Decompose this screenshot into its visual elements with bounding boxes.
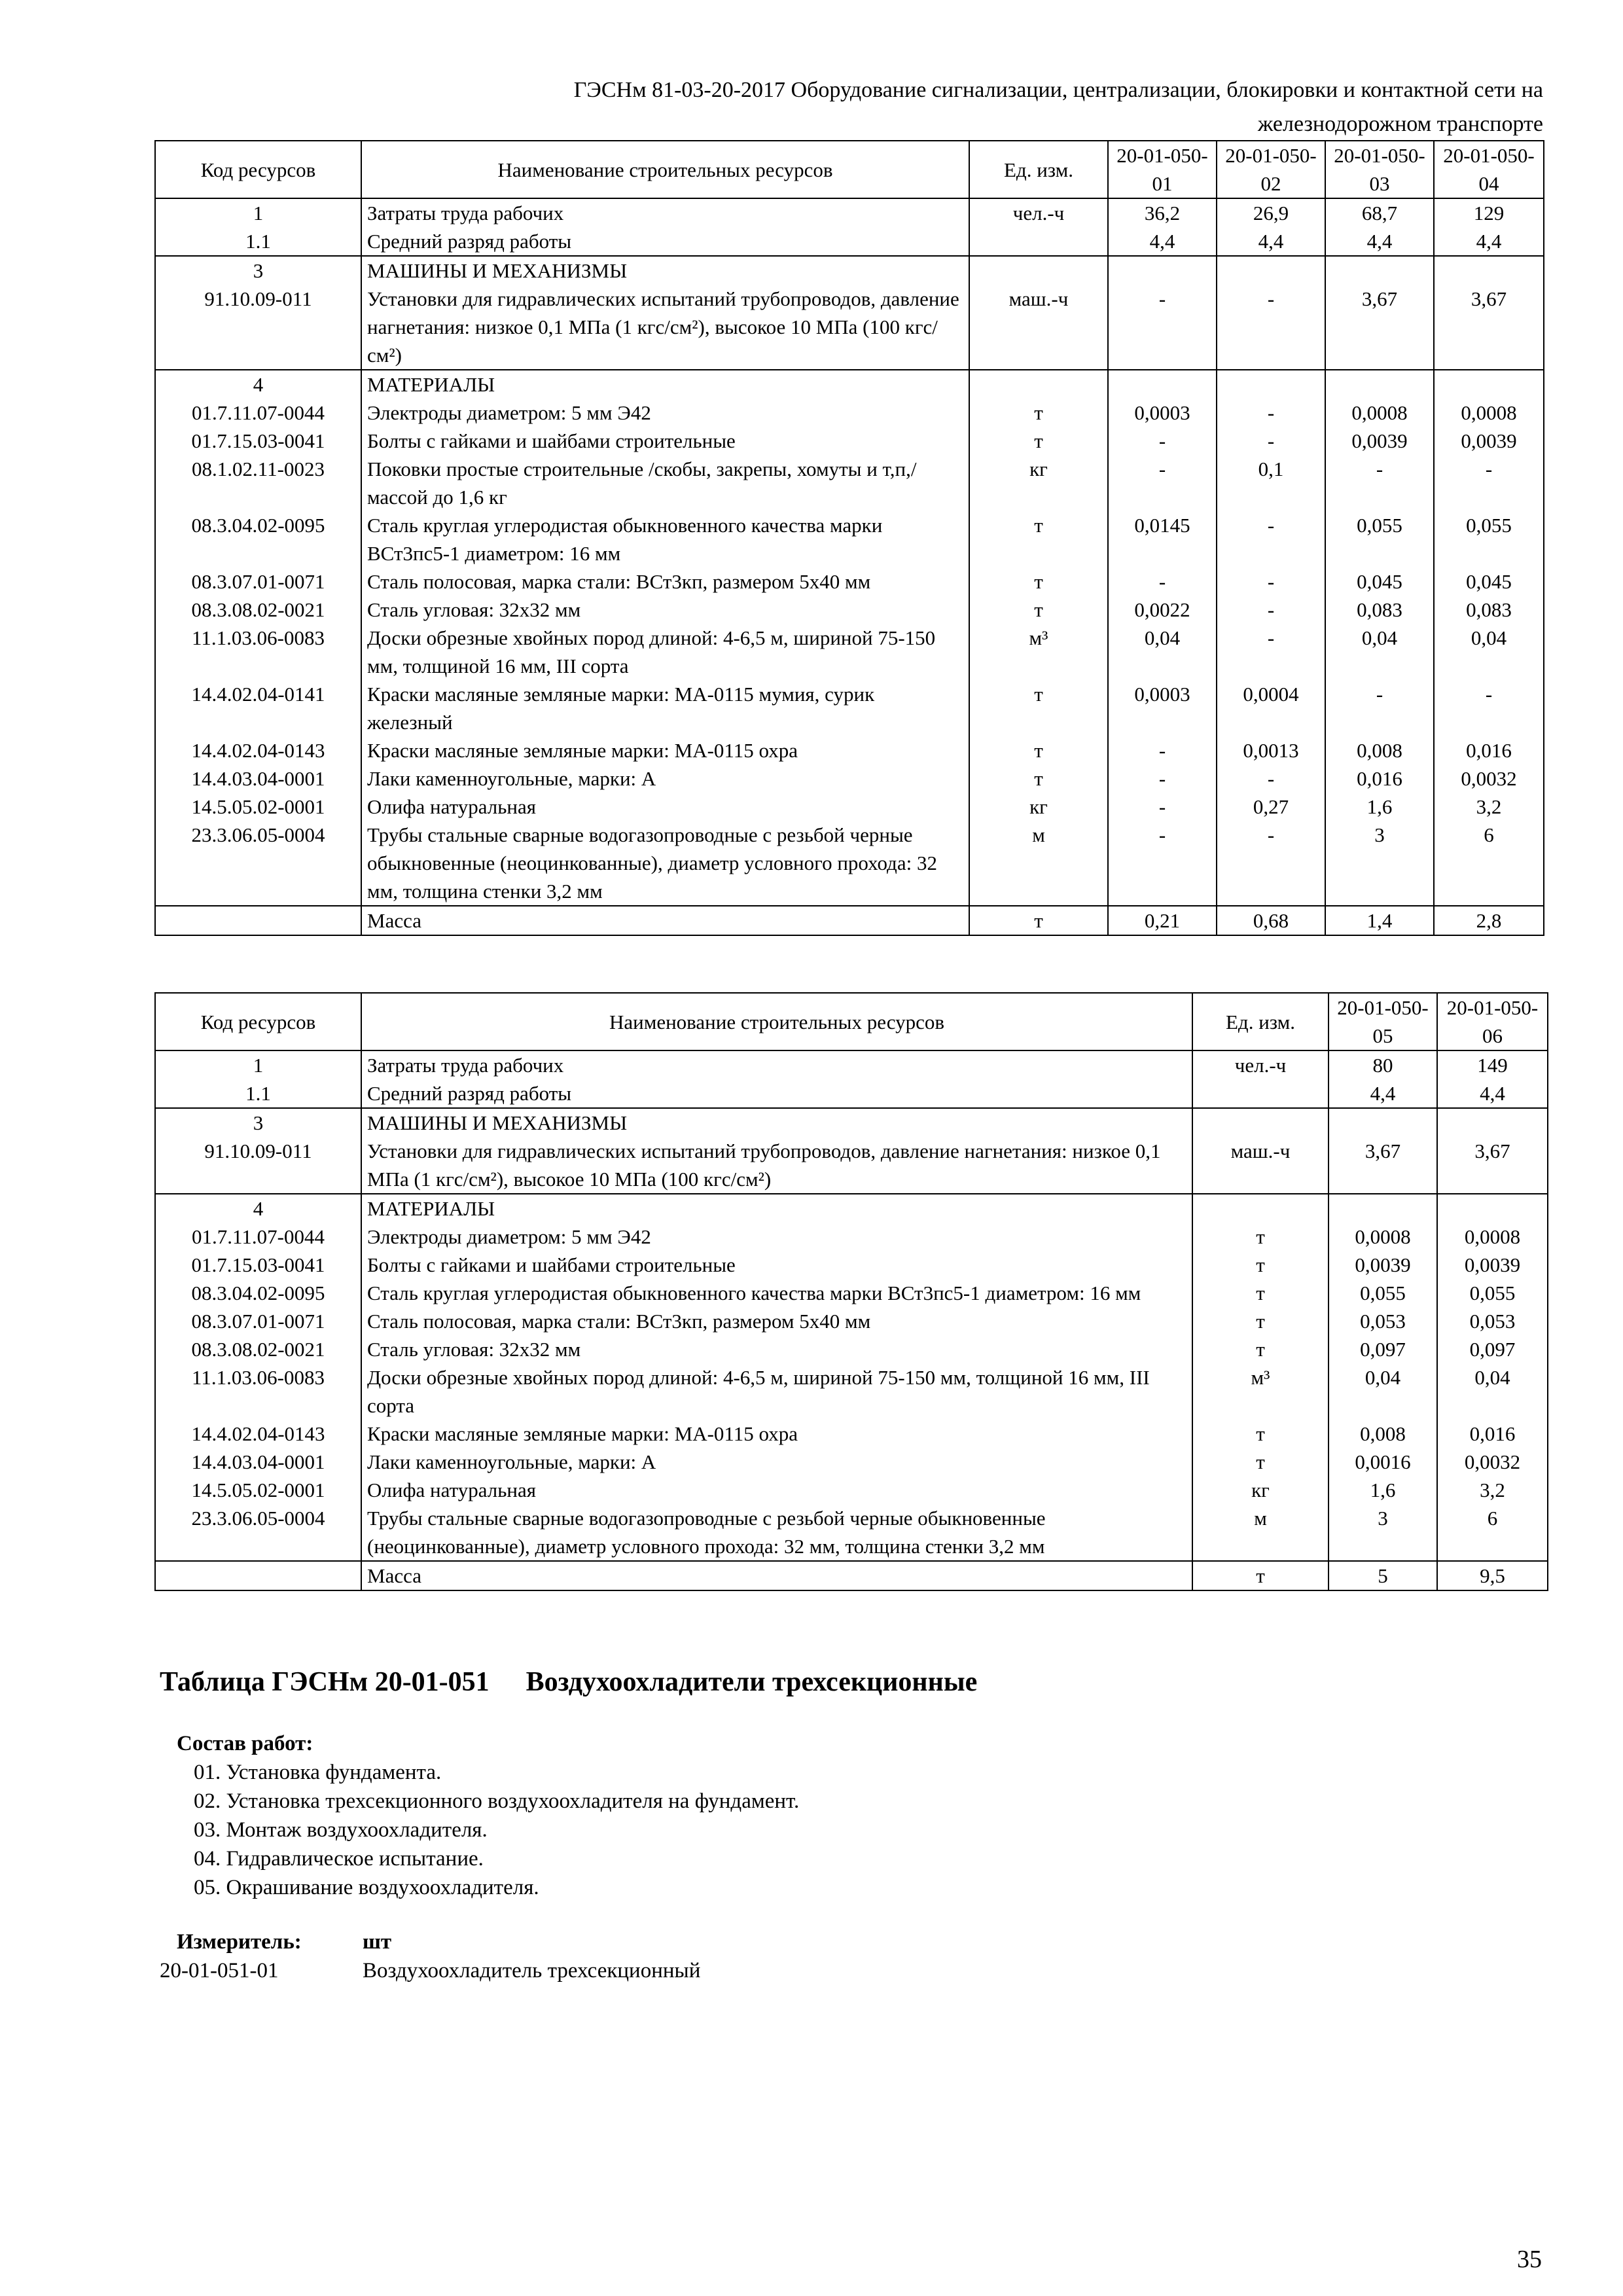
- resource-value-4: 2,8: [1434, 906, 1544, 935]
- resource-value-1: -: [1108, 736, 1217, 764]
- resource-value-4: -: [1434, 455, 1544, 511]
- measure-name: Воздухоохладитель трехсекционный: [363, 1959, 701, 1982]
- table-row: [155, 1108, 1548, 1137]
- resource-unit: т: [969, 906, 1108, 935]
- col-head-code: Код ресурсов: [155, 141, 361, 198]
- resource-code: 08.3.07.01-0071: [155, 567, 361, 596]
- resource-value-2: 0,0013: [1217, 736, 1325, 764]
- resource-code: 08.3.04.02-0095: [155, 1279, 361, 1307]
- table-row: [155, 736, 1544, 764]
- resource-code: 14.5.05.02-0001: [155, 793, 361, 821]
- resource-value-3: 0,008: [1325, 736, 1434, 764]
- table-row: [155, 1050, 1548, 1079]
- table-row: [155, 1079, 1548, 1108]
- resource-value-2: 6: [1437, 1504, 1548, 1561]
- resource-value-1: 0,0016: [1329, 1448, 1437, 1476]
- resource-unit: т: [1192, 1561, 1329, 1590]
- resource-value-1: 80: [1329, 1050, 1437, 1079]
- resource-unit: т: [1192, 1448, 1329, 1476]
- resource-value-4: 129: [1434, 198, 1544, 227]
- resource-value-1: 0,0008: [1329, 1223, 1437, 1251]
- work-composition: [177, 1729, 799, 1902]
- resource-value-2: -: [1217, 821, 1325, 906]
- resource-value-4: 0,0032: [1434, 764, 1544, 793]
- resource-code: 14.4.02.04-0143: [155, 1420, 361, 1448]
- resource-value-1: [1108, 370, 1217, 399]
- table-row: [155, 1476, 1548, 1504]
- resource-name: Сталь угловая: 32х32 мм: [361, 596, 969, 624]
- resource-value-2: 149: [1437, 1050, 1548, 1079]
- resource-value-1: 0,0003: [1108, 399, 1217, 427]
- resource-value-2: -: [1217, 567, 1325, 596]
- resource-value-2: 0,016: [1437, 1420, 1548, 1448]
- table-row: [155, 1335, 1548, 1363]
- resource-value-2: -: [1217, 511, 1325, 567]
- resource-value-2: -: [1217, 399, 1325, 427]
- resource-name: Доски обрезные хвойных пород длиной: 4-6,5 м, шириной 75-150 мм, толщиной 16 мм, III сорта: [361, 624, 969, 680]
- measure-block: [160, 1928, 700, 1985]
- resource-value-3: 0,083: [1325, 596, 1434, 624]
- table-body: [155, 198, 1544, 935]
- resource-value-2: 0,053: [1437, 1307, 1548, 1335]
- table-row: [155, 1279, 1548, 1307]
- col-head-unit: Ед. изм.: [1192, 993, 1329, 1050]
- resource-value-2: 0,0008: [1437, 1223, 1548, 1251]
- resource-value-4: 3,2: [1434, 793, 1544, 821]
- resource-unit: т: [1192, 1251, 1329, 1279]
- resource-unit: т: [1192, 1420, 1329, 1448]
- resource-unit: [1192, 1108, 1329, 1137]
- resource-value-2: [1437, 1108, 1548, 1137]
- resource-code: 08.3.07.01-0071: [155, 1307, 361, 1335]
- col-head-unit: Ед. изм.: [969, 141, 1108, 198]
- resource-value-1: 4,4: [1329, 1079, 1437, 1108]
- resource-unit: м: [969, 821, 1108, 906]
- resource-value-3: 1,6: [1325, 793, 1434, 821]
- table-row: [155, 511, 1544, 567]
- resource-value-2: -: [1217, 764, 1325, 793]
- resource-code: 3: [155, 256, 361, 285]
- resource-value-4: 0,04: [1434, 624, 1544, 680]
- resource-code: 91.10.09-011: [155, 1137, 361, 1194]
- resource-unit: чел.-ч: [1192, 1050, 1329, 1079]
- resource-value-1: -: [1108, 455, 1217, 511]
- resource-code: 14.5.05.02-0001: [155, 1476, 361, 1504]
- resource-value-2: -: [1217, 427, 1325, 455]
- resource-value-2: [1217, 256, 1325, 285]
- table-row: [155, 1504, 1548, 1561]
- resource-unit: маш.-ч: [1192, 1137, 1329, 1194]
- table-row: [155, 1363, 1548, 1420]
- col-head-code-5: 20-01-050-05: [1329, 993, 1437, 1050]
- table-row: [155, 1448, 1548, 1476]
- table-row: [155, 1307, 1548, 1335]
- resource-name: Средний разряд работы: [361, 227, 969, 256]
- resource-name: Электроды диаметром: 5 мм Э42: [361, 1223, 1192, 1251]
- resource-code: 14.4.02.04-0143: [155, 736, 361, 764]
- resource-name: Болты с гайками и шайбами строительные: [361, 1251, 1192, 1279]
- table-row: [155, 1137, 1548, 1194]
- resource-unit: кг: [969, 455, 1108, 511]
- mass-row: [155, 906, 1544, 935]
- resource-value-2: 0,68: [1217, 906, 1325, 935]
- resource-value-4: 0,083: [1434, 596, 1544, 624]
- resource-value-3: 0,055: [1325, 511, 1434, 567]
- resource-value-1: 0,21: [1108, 906, 1217, 935]
- resource-value-4: 4,4: [1434, 227, 1544, 256]
- work-composition-label: Состав работ:: [177, 1732, 313, 1755]
- resource-value-4: 6: [1434, 821, 1544, 906]
- table-row: [155, 1194, 1548, 1223]
- resource-value-4: -: [1434, 680, 1544, 736]
- resource-name: Затраты труда рабочих: [361, 198, 969, 227]
- resource-code: 23.3.06.05-0004: [155, 821, 361, 906]
- resource-code: 1.1: [155, 227, 361, 256]
- resource-value-1: -: [1108, 567, 1217, 596]
- resource-value-1: 5: [1329, 1561, 1437, 1590]
- resource-value-2: 0,097: [1437, 1335, 1548, 1363]
- resource-name: Доски обрезные хвойных пород длиной: 4-6,5 м, шириной 75-150 мм, толщиной 16 мм, III сорта: [361, 1363, 1192, 1420]
- table-row: [155, 198, 1544, 227]
- resource-value-2: 0,0032: [1437, 1448, 1548, 1476]
- resource-name: Масса: [361, 1561, 1192, 1590]
- resource-unit: кг: [969, 793, 1108, 821]
- table-title: [160, 1666, 977, 1698]
- resource-value-1: -: [1108, 764, 1217, 793]
- resource-code: 1: [155, 1050, 361, 1079]
- resource-value-2: 0,0039: [1437, 1251, 1548, 1279]
- resource-value-1: 3: [1329, 1504, 1437, 1561]
- resource-unit: т: [1192, 1279, 1329, 1307]
- resource-code: 08.3.08.02-0021: [155, 1335, 361, 1363]
- resource-code: 01.7.15.03-0041: [155, 1251, 361, 1279]
- resource-unit: т: [969, 399, 1108, 427]
- resource-value-2: 0,055: [1437, 1279, 1548, 1307]
- resource-name: Сталь круглая углеродистая обыкновенного качества марки ВСт3пс5-1 диаметром: 16 мм: [361, 1279, 1192, 1307]
- resource-name: Установки для гидравлических испытаний трубопроводов, давление нагнетания: низкое 0,1 МПа (1 кгс/см²), высокое 10 МПа (100 кгс/см²): [361, 1137, 1192, 1194]
- resource-value-2: -: [1217, 624, 1325, 680]
- table-row: [155, 596, 1544, 624]
- resource-unit: [1192, 1079, 1329, 1108]
- resource-value-3: 4,4: [1325, 227, 1434, 256]
- resource-value-1: [1108, 256, 1217, 285]
- resource-code: 91.10.09-011: [155, 285, 361, 370]
- table-row: [155, 399, 1544, 427]
- measure-code: 20-01-051-01: [160, 1959, 279, 1982]
- resource-value-4: [1434, 256, 1544, 285]
- resource-value-1: 0,008: [1329, 1420, 1437, 1448]
- resource-value-1: [1329, 1108, 1437, 1137]
- resource-unit: [969, 256, 1108, 285]
- resource-code: 23.3.06.05-0004: [155, 1504, 361, 1561]
- resource-unit: т: [969, 680, 1108, 736]
- resource-code: 11.1.03.06-0083: [155, 624, 361, 680]
- resource-value-1: -: [1108, 821, 1217, 906]
- resource-value-2: 9,5: [1437, 1561, 1548, 1590]
- resource-unit: т: [969, 567, 1108, 596]
- work-item: 05. Окрашивание воздухоохладителя.: [194, 1876, 539, 1899]
- resource-value-4: 0,0008: [1434, 399, 1544, 427]
- resource-value-1: [1329, 1194, 1437, 1223]
- resource-value-1: 0,0039: [1329, 1251, 1437, 1279]
- resource-value-3: -: [1325, 455, 1434, 511]
- resource-value-2: 0,27: [1217, 793, 1325, 821]
- resource-value-1: 0,0022: [1108, 596, 1217, 624]
- resource-value-4: 3,67: [1434, 285, 1544, 370]
- work-item: 04. Гидравлическое испытание.: [194, 1847, 484, 1871]
- resource-name: МАШИНЫ И МЕХАНИЗМЫ: [361, 1108, 1192, 1137]
- resource-code: 01.7.15.03-0041: [155, 427, 361, 455]
- resource-value-1: 0,053: [1329, 1307, 1437, 1335]
- table-row: [155, 256, 1544, 285]
- resources-table-050-05-06: [154, 992, 1548, 1591]
- table-title-code: Таблица ГЭСНм 20-01-051: [160, 1667, 490, 1697]
- resources-table-050-01-04: [154, 140, 1544, 936]
- resource-value-1: 36,2: [1108, 198, 1217, 227]
- resource-value-2: -: [1217, 285, 1325, 370]
- resource-name: Масса: [361, 906, 969, 935]
- table-row: [155, 227, 1544, 256]
- resource-value-1: 0,0003: [1108, 680, 1217, 736]
- resource-value-3: 0,045: [1325, 567, 1434, 596]
- mass-row: [155, 1561, 1548, 1590]
- table-row: [155, 1223, 1548, 1251]
- col-head-code-3: 20-01-050-03: [1325, 141, 1434, 198]
- resource-name: Лаки каменноугольные, марки: А: [361, 1448, 1192, 1476]
- resource-name: Олифа натуральная: [361, 793, 969, 821]
- resource-unit: м³: [969, 624, 1108, 680]
- resource-name: Трубы стальные сварные водогазопроводные с резьбой черные обыкновенные (неоцинкованные), диаметр условного прохода: 32 мм, толщина стенки 3,2 мм: [361, 821, 969, 906]
- resource-value-2: 0,0004: [1217, 680, 1325, 736]
- resource-unit: м³: [1192, 1363, 1329, 1420]
- resource-value-3: 0,0008: [1325, 399, 1434, 427]
- resource-code: 14.4.03.04-0001: [155, 1448, 361, 1476]
- resource-value-1: 4,4: [1108, 227, 1217, 256]
- resource-code: 01.7.11.07-0044: [155, 1223, 361, 1251]
- resource-value-4: 0,016: [1434, 736, 1544, 764]
- resource-code: 08.3.04.02-0095: [155, 511, 361, 567]
- resource-name: Сталь полосовая, марка стали: ВСт3кп, размером 5х40 мм: [361, 1307, 1192, 1335]
- resource-unit: [1192, 1194, 1329, 1223]
- resource-value-1: 0,055: [1329, 1279, 1437, 1307]
- resource-unit: т: [969, 596, 1108, 624]
- resource-code: 08.1.02.11-0023: [155, 455, 361, 511]
- resource-name: Сталь круглая углеродистая обыкновенного качества марки ВСт3пс5-1 диаметром: 16 мм: [361, 511, 969, 567]
- resource-unit: кг: [1192, 1476, 1329, 1504]
- resource-code: 08.3.08.02-0021: [155, 596, 361, 624]
- resource-value-2: 3,2: [1437, 1476, 1548, 1504]
- resource-value-3: [1325, 256, 1434, 285]
- resource-value-2: -: [1217, 596, 1325, 624]
- col-head-name: Наименование строительных ресурсов: [361, 993, 1192, 1050]
- page-header: [154, 73, 1543, 141]
- resource-value-2: [1217, 370, 1325, 399]
- measure-unit: шт: [363, 1930, 392, 1954]
- page-number: 35: [1517, 2246, 1542, 2273]
- resource-value-2: 26,9: [1217, 198, 1325, 227]
- resource-name: Краски масляные земляные марки: МА-0115 охра: [361, 736, 969, 764]
- resource-code: 14.4.02.04-0141: [155, 680, 361, 736]
- col-head-code: Код ресурсов: [155, 993, 361, 1050]
- table-row: [155, 821, 1544, 906]
- resource-value-4: 0,0039: [1434, 427, 1544, 455]
- resource-unit: [969, 370, 1108, 399]
- col-head-code-2: 20-01-050-02: [1217, 141, 1325, 198]
- resource-unit: т: [1192, 1223, 1329, 1251]
- col-head-code-1: 20-01-050-01: [1108, 141, 1217, 198]
- resource-value-3: 0,0039: [1325, 427, 1434, 455]
- resource-code: 3: [155, 1108, 361, 1137]
- resource-name: Затраты труда рабочих: [361, 1050, 1192, 1079]
- col-head-name: Наименование строительных ресурсов: [361, 141, 969, 198]
- resource-code: 1: [155, 198, 361, 227]
- resource-unit: чел.-ч: [969, 198, 1108, 227]
- resource-unit: т: [1192, 1307, 1329, 1335]
- resource-name: МАШИНЫ И МЕХАНИЗМЫ: [361, 256, 969, 285]
- resource-value-3: -: [1325, 680, 1434, 736]
- resource-name: Установки для гидравлических испытаний трубопроводов, давление нагнетания: низкое 0,1 МПа (1 кгс/см²), высокое 10 МПа (100 кгс/см²): [361, 285, 969, 370]
- resource-value-3: 3,67: [1325, 285, 1434, 370]
- resource-unit: т: [969, 764, 1108, 793]
- work-item: 02. Установка трехсекционного воздухоохладителя на фундамент.: [194, 1789, 800, 1813]
- resource-value-3: 68,7: [1325, 198, 1434, 227]
- resource-value-1: -: [1108, 285, 1217, 370]
- work-item: 01. Установка фундамента.: [194, 1761, 442, 1784]
- resource-unit: м: [1192, 1504, 1329, 1561]
- resource-value-3: [1325, 370, 1434, 399]
- resource-value-3: 0,04: [1325, 624, 1434, 680]
- resource-code: [155, 1561, 361, 1590]
- resource-value-2: 4,4: [1437, 1079, 1548, 1108]
- resource-value-1: -: [1108, 793, 1217, 821]
- table-title-name: Воздухоохладители трехсекционные: [526, 1667, 978, 1697]
- table-row: [155, 793, 1544, 821]
- resource-value-3: 0,016: [1325, 764, 1434, 793]
- table-row: [155, 764, 1544, 793]
- measure-label: Измеритель:: [177, 1930, 302, 1954]
- resource-value-3: 1,4: [1325, 906, 1434, 935]
- resource-name: Средний разряд работы: [361, 1079, 1192, 1108]
- table-row: [155, 1420, 1548, 1448]
- resource-name: Сталь угловая: 32х32 мм: [361, 1335, 1192, 1363]
- resource-value-1: 3,67: [1329, 1137, 1437, 1194]
- resource-code: 14.4.03.04-0001: [155, 764, 361, 793]
- resource-value-1: -: [1108, 427, 1217, 455]
- work-item: 03. Монтаж воздухоохладителя.: [194, 1818, 488, 1842]
- table-row: [155, 370, 1544, 399]
- resource-value-2: 4,4: [1217, 227, 1325, 256]
- resource-value-2: [1437, 1194, 1548, 1223]
- resource-unit: т: [1192, 1335, 1329, 1363]
- resource-name: Сталь полосовая, марка стали: ВСт3кп, размером 5х40 мм: [361, 567, 969, 596]
- header-line-1: ГЭСНм 81-03-20-2017 Оборудование сигнализации, централизации, блокировки и контактной сети на: [573, 78, 1543, 102]
- resource-value-4: [1434, 370, 1544, 399]
- resource-value-4: 0,055: [1434, 511, 1544, 567]
- resource-unit: т: [969, 427, 1108, 455]
- resource-unit: т: [969, 736, 1108, 764]
- resource-value-1: 1,6: [1329, 1476, 1437, 1504]
- resource-value-3: 3: [1325, 821, 1434, 906]
- resource-value-1: 0,04: [1329, 1363, 1437, 1420]
- table-body: [155, 1050, 1548, 1590]
- resource-value-1: 0,04: [1108, 624, 1217, 680]
- table-row: [155, 1251, 1548, 1279]
- table-row: [155, 680, 1544, 736]
- resource-name: Поковки простые строительные /скобы, закрепы, хомуты и т,п,/ массой до 1,6 кг: [361, 455, 969, 511]
- table-header-row: [155, 141, 1544, 198]
- resource-code: 1.1: [155, 1079, 361, 1108]
- resource-name: Краски масляные земляные марки: МА-0115 мумия, сурик железный: [361, 680, 969, 736]
- col-head-code-4: 20-01-050-04: [1434, 141, 1544, 198]
- resource-value-1: 0,097: [1329, 1335, 1437, 1363]
- resource-value-1: 0,0145: [1108, 511, 1217, 567]
- resource-name: Олифа натуральная: [361, 1476, 1192, 1504]
- resource-code: 11.1.03.06-0083: [155, 1363, 361, 1420]
- resource-unit: [969, 227, 1108, 256]
- table-header-row: [155, 993, 1548, 1050]
- resource-name: Лаки каменноугольные, марки: А: [361, 764, 969, 793]
- resource-value-2: 0,04: [1437, 1363, 1548, 1420]
- resource-code: 4: [155, 370, 361, 399]
- table-row: [155, 285, 1544, 370]
- resource-name: МАТЕРИАЛЫ: [361, 1194, 1192, 1223]
- resource-value-2: 3,67: [1437, 1137, 1548, 1194]
- resource-unit: т: [969, 511, 1108, 567]
- resource-code: 01.7.11.07-0044: [155, 399, 361, 427]
- header-line-2: железнодорожном транспорте: [1257, 112, 1543, 136]
- resource-name: Электроды диаметром: 5 мм Э42: [361, 399, 969, 427]
- resource-value-4: 0,045: [1434, 567, 1544, 596]
- resource-name: Краски масляные земляные марки: МА-0115 охра: [361, 1420, 1192, 1448]
- resource-code: 4: [155, 1194, 361, 1223]
- resource-value-2: 0,1: [1217, 455, 1325, 511]
- resource-name: Трубы стальные сварные водогазопроводные с резьбой черные обыкновенные (неоцинкованные), диаметр условного прохода: 32 мм, толщина стенки 3,2 мм: [361, 1504, 1192, 1561]
- resource-name: МАТЕРИАЛЫ: [361, 370, 969, 399]
- table-row: [155, 624, 1544, 680]
- resource-code: [155, 906, 361, 935]
- col-head-code-6: 20-01-050-06: [1437, 993, 1548, 1050]
- table-row: [155, 455, 1544, 511]
- table-row: [155, 567, 1544, 596]
- resource-name: Болты с гайками и шайбами строительные: [361, 427, 969, 455]
- resource-unit: маш.-ч: [969, 285, 1108, 370]
- table-row: [155, 427, 1544, 455]
